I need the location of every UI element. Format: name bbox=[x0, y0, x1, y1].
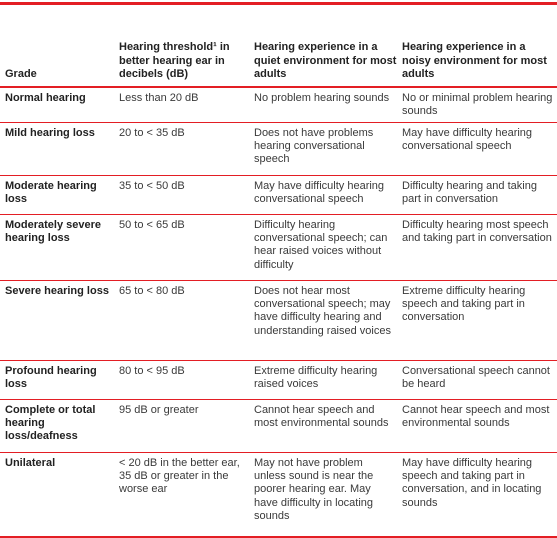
table-row bbox=[0, 87, 557, 123]
quiet-cell: Does not have problems hearing conversational speech bbox=[249, 123, 397, 176]
threshold-cell: Less than 20 dB bbox=[114, 87, 249, 123]
quiet-cell: Cannot hear speech and most environmental sounds bbox=[249, 400, 397, 453]
noisy-cell: Difficulty hearing most speech and taking part in conversation bbox=[397, 215, 557, 281]
grade-cell: Moderate hearing loss bbox=[0, 176, 114, 215]
table-row bbox=[0, 123, 557, 176]
threshold-cell: 20 to < 35 dB bbox=[114, 123, 249, 176]
grade-cell: Severe hearing loss bbox=[0, 281, 114, 361]
table-row bbox=[0, 361, 557, 400]
header-quiet-environment: Hearing experience in a quiet environment for most adults bbox=[249, 5, 397, 87]
noisy-cell: Conversational speech cannot be heard bbox=[397, 361, 557, 400]
table-row bbox=[0, 215, 557, 281]
table-header-row bbox=[0, 5, 557, 87]
threshold-cell: < 20 dB in the better ear, 35 dB or greater in the worse ear bbox=[114, 453, 249, 538]
threshold-cell: 65 to < 80 dB bbox=[114, 281, 249, 361]
noisy-cell: Cannot hear speech and most environmental sounds bbox=[397, 400, 557, 453]
table-row bbox=[0, 176, 557, 215]
quiet-cell: No problem hearing sounds bbox=[249, 87, 397, 123]
threshold-cell: 35 to < 50 dB bbox=[114, 176, 249, 215]
quiet-cell: Does not hear most conversational speech; may have difficulty hearing and understanding raised voices bbox=[249, 281, 397, 361]
table-row bbox=[0, 453, 557, 538]
noisy-cell: Extreme difficulty hearing speech and taking part in conversation bbox=[397, 281, 557, 361]
header-noisy-environment: Hearing experience in a noisy environment for most adults bbox=[397, 5, 557, 87]
noisy-cell: May have difficulty hearing speech and taking part in conversation, and in locating sounds bbox=[397, 453, 557, 538]
threshold-cell: 95 dB or greater bbox=[114, 400, 249, 453]
quiet-cell: May have difficulty hearing conversational speech bbox=[249, 176, 397, 215]
noisy-cell: No or minimal problem hearing sounds bbox=[397, 87, 557, 123]
hearing-loss-grades-table bbox=[0, 5, 557, 538]
table-row bbox=[0, 281, 557, 361]
grade-cell: Mild hearing loss bbox=[0, 123, 114, 176]
grade-cell: Profound hearing loss bbox=[0, 361, 114, 400]
noisy-cell: Difficulty hearing and taking part in conversation bbox=[397, 176, 557, 215]
quiet-cell: Difficulty hearing conversational speech; can hear raised voices without difficulty bbox=[249, 215, 397, 281]
grade-cell: Normal hearing bbox=[0, 87, 114, 123]
header-hearing-threshold: Hearing threshold¹ in better hearing ear in decibels (dB) bbox=[114, 5, 249, 87]
threshold-cell: 80 to < 95 dB bbox=[114, 361, 249, 400]
quiet-cell: May not have problem unless sound is near the poorer hearing ear. May have difficulty in locating sounds bbox=[249, 453, 397, 538]
grade-cell: Unilateral bbox=[0, 453, 114, 538]
threshold-cell: 50 to < 65 dB bbox=[114, 215, 249, 281]
quiet-cell: Extreme difficulty hearing raised voices bbox=[249, 361, 397, 400]
noisy-cell: May have difficulty hearing conversational speech bbox=[397, 123, 557, 176]
header-grade: Grade bbox=[0, 5, 114, 87]
table-row bbox=[0, 400, 557, 453]
grade-cell: Complete or total hearing loss/deafness bbox=[0, 400, 114, 453]
grade-cell: Moderately severe hearing loss bbox=[0, 215, 114, 281]
